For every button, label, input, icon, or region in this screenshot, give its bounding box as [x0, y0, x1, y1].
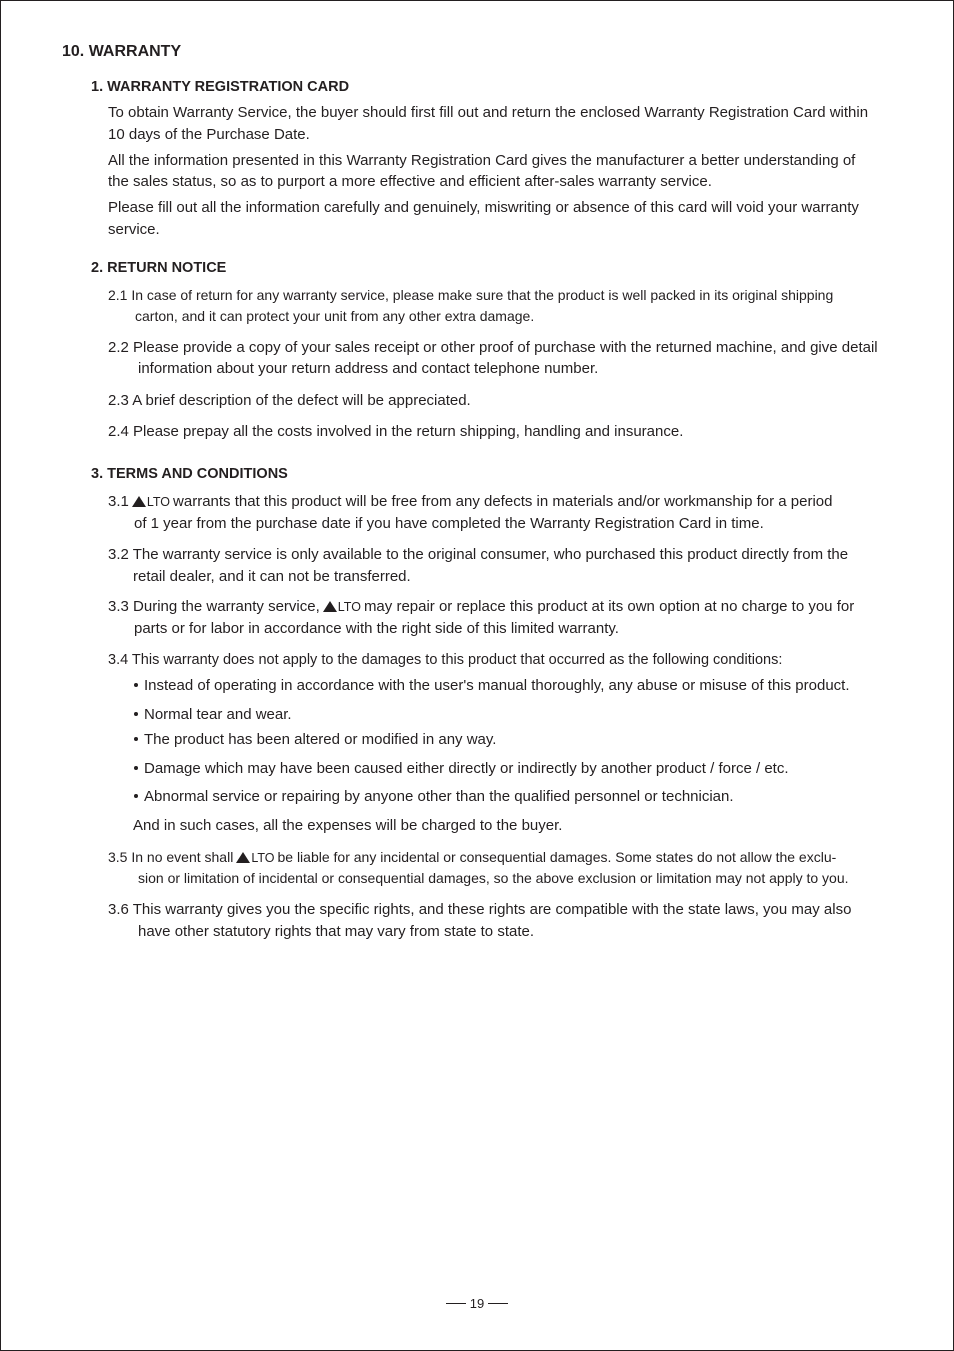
brand-logo	[132, 493, 170, 510]
s2-item1-line1: 2.1 In case of return for any warranty service, please make sure that the product is well packed in its original shipping	[108, 287, 834, 303]
s1-p1-line2: 10 days of the Purchase Date.	[108, 126, 310, 143]
bullet-item	[134, 706, 292, 723]
bullet-item	[134, 731, 496, 748]
s3-item3-line2: parts or for labor in accordance with the right side of this limited warranty.	[134, 620, 619, 637]
bullet-text: Abnormal service or repairing by anyone other than the qualified personnel or technician.	[144, 788, 734, 805]
s3-item6-line2: have other statutory rights that may vary from state to state.	[138, 923, 535, 940]
s3-item1-number: 3.1	[108, 493, 129, 510]
s2-item4: 2.4 Please prepay all the costs involved in the return shipping, handling and insurance.	[108, 423, 684, 440]
s3-item5-prefix: 3.5 In no event shall	[108, 849, 234, 865]
bullet-item	[134, 788, 734, 805]
s3-item1-line2: of 1 year from the purchase date if you have completed the Warranty Registration Card in time.	[134, 515, 764, 532]
bullet-item	[134, 760, 789, 777]
s1-p3-line2: service.	[108, 221, 160, 238]
page-number-dash-left	[446, 1303, 466, 1304]
bullet-text: The product has been altered or modified in any way.	[144, 731, 497, 748]
s3-item1-line1	[108, 493, 833, 510]
s1-p2-line2: the sales status, so as to purport a more effective and efficient after-sales warranty service.	[108, 173, 712, 190]
s2-item3: 2.3 A brief description of the defect will be appreciated.	[108, 392, 471, 409]
s1-p2-line1: All the information presented in this Warranty Registration Card gives the manufacturer a better understanding of	[108, 152, 856, 169]
s2-item2-line1: 2.2 Please provide a copy of your sales receipt or other proof of purchase with the returned machine, and give detail	[108, 339, 878, 356]
s3-item2-line1: 3.2 The warranty service is only available to the original consumer, who purchased this product directly from the	[108, 546, 849, 563]
bullet-text: Normal tear and wear.	[144, 706, 292, 723]
s3-item5-line2: sion or limitation of incidental or consequential damages, so the above exclusion or limitation may not apply to you.	[138, 870, 849, 886]
brand-logo	[236, 849, 274, 865]
section-2-heading: 2. RETURN NOTICE	[91, 260, 227, 276]
s3-item5-line1	[108, 849, 836, 865]
bullet-dot-icon	[134, 737, 138, 741]
page-number-text: 19	[469, 1296, 485, 1311]
s2-item1-line2: carton, and it can protect your unit from any other extra damage.	[135, 308, 535, 324]
page-number	[0, 1296, 954, 1311]
page-number-dash-right	[488, 1303, 508, 1304]
s1-p3-line1: Please fill out all the information carefully and genuinely, miswriting or absence of this card will void your warranty	[108, 199, 859, 216]
bullet-dot-icon	[134, 766, 138, 770]
brand-name: LTO	[337, 600, 361, 614]
s3-item1-text: warrants that this product will be free from any defects in materials and/or workmanship for a period	[173, 493, 833, 510]
s3-item4: 3.4 This warranty does not apply to the damages to this product that occurred as the following conditions:	[108, 652, 783, 668]
s1-p1-line1: To obtain Warranty Service, the buyer should first fill out and return the enclosed Warranty Registration Card within	[108, 104, 869, 121]
s3-item3-text: may repair or replace this product at its own option at no charge to you for	[363, 598, 855, 615]
brand-name: LTO	[251, 851, 275, 865]
bullet-dot-icon	[134, 683, 138, 687]
bullet-dot-icon	[134, 794, 138, 798]
triangle-logo-icon	[132, 496, 146, 507]
s3-item6-line1: 3.6 This warranty gives you the specific rights, and these rights are compatible with the state laws, you may also	[108, 901, 852, 918]
brand-logo	[323, 598, 361, 615]
s2-item2-line2: information about your return address and contact telephone number.	[138, 360, 599, 377]
bullet-item	[134, 677, 850, 694]
s3-item3-line1	[108, 598, 854, 615]
s3-item3-prefix: 3.3 During the warranty service,	[108, 598, 320, 615]
s3-item5-text: be liable for any incidental or consequential damages. Some states do not allow the exclu-	[277, 849, 837, 865]
triangle-logo-icon	[236, 852, 250, 863]
page-title: 10. WARRANTY	[62, 43, 182, 60]
bullet-dot-icon	[134, 712, 138, 716]
bullet-text: Instead of operating in accordance with the user's manual thoroughly, any abuse or misuse of this product.	[144, 677, 850, 694]
s3-item2-line2: retail dealer, and it can not be transferred.	[133, 568, 411, 585]
bullet-text: Damage which may have been caused either directly or indirectly by another product / force / etc.	[144, 760, 789, 777]
section-3-heading: 3. TERMS AND CONDITIONS	[91, 466, 288, 482]
s3-item4-closing: And in such cases, all the expenses will be charged to the buyer.	[133, 817, 563, 834]
section-1-heading: 1. WARRANTY REGISTRATION CARD	[91, 79, 350, 95]
triangle-logo-icon	[323, 601, 337, 612]
brand-name: LTO	[146, 495, 171, 509]
